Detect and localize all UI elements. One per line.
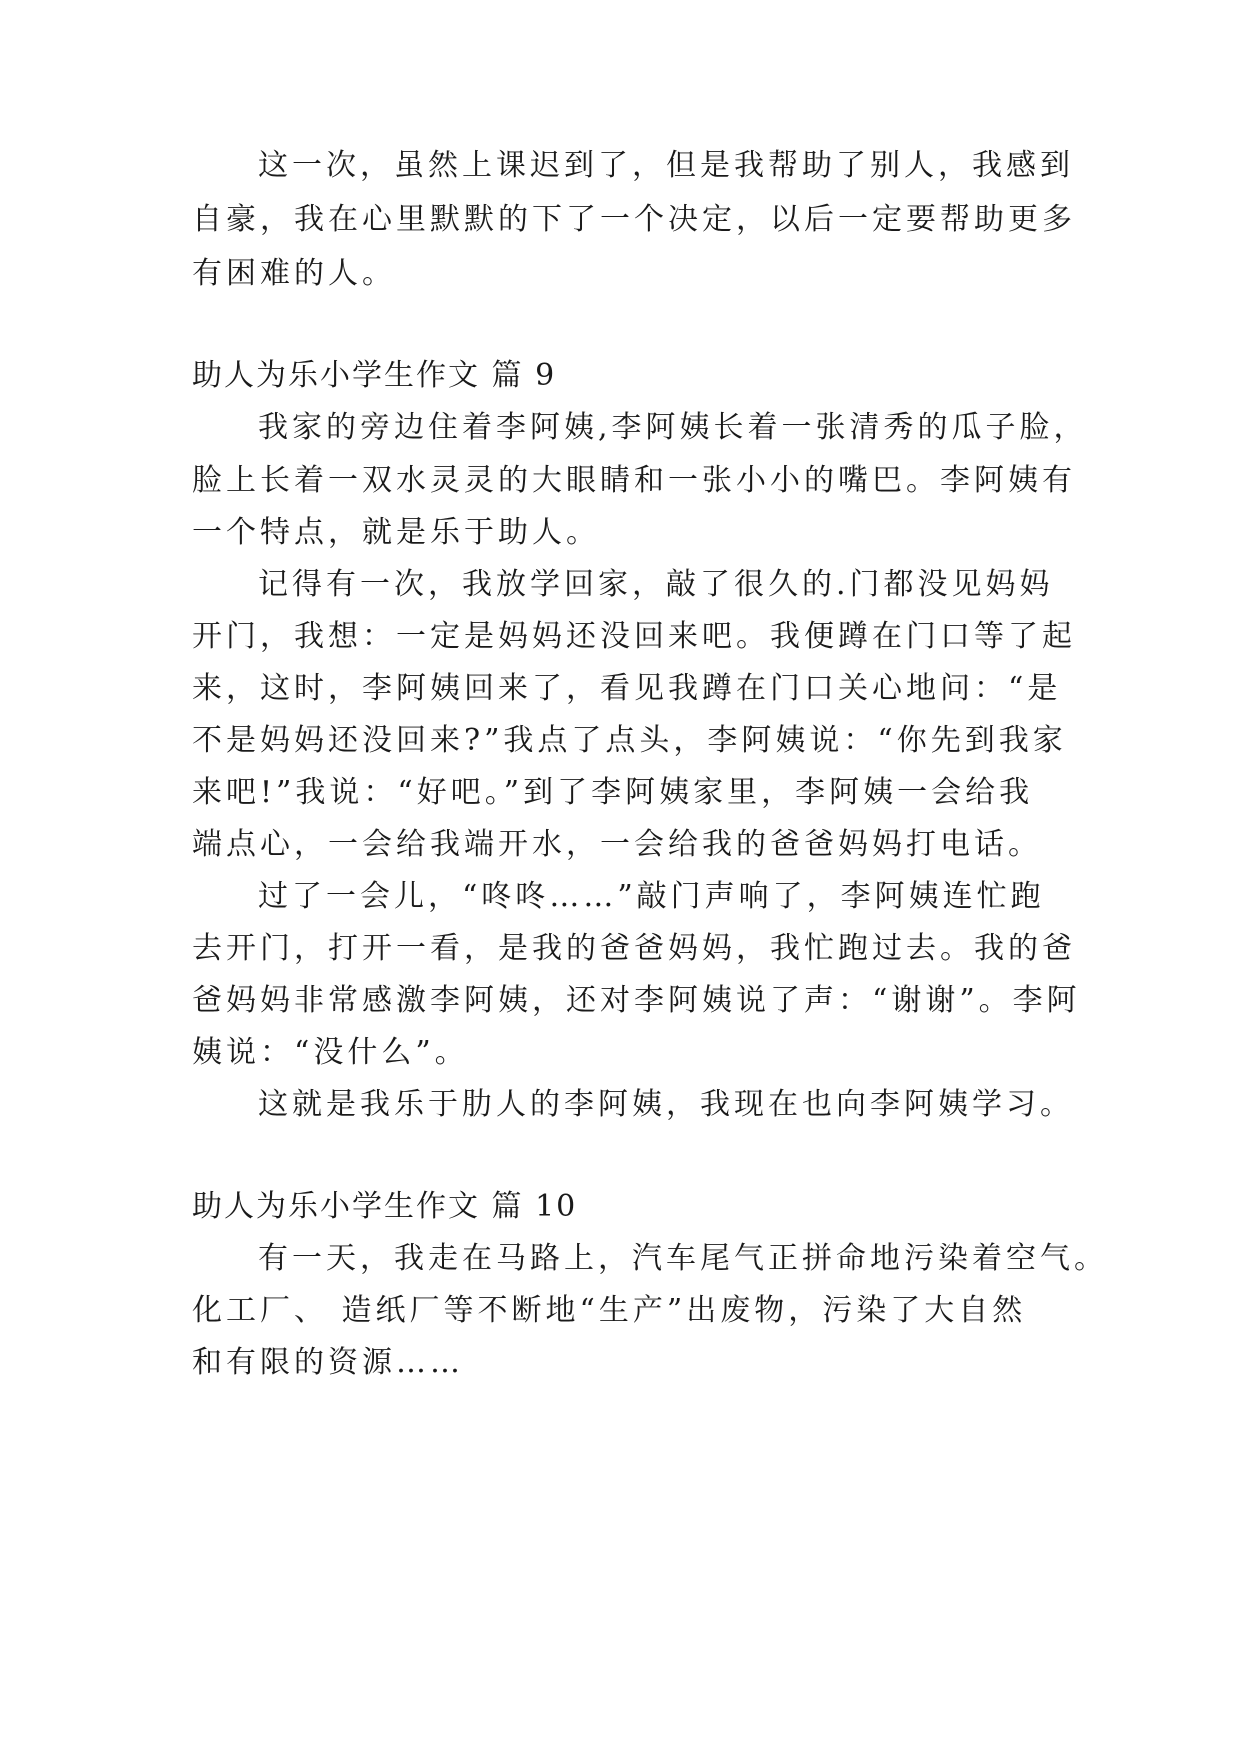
paragraph-line: 我家的旁边住着李阿姨,李阿姨长着一张清秀的瓜子脸， xyxy=(258,410,1088,445)
paragraph-line: 有困难的人。 xyxy=(192,256,396,291)
paragraph-line: 有一天，我走在马路上，汽车尾气正拼命地污染着空气。 xyxy=(258,1241,1108,1276)
paragraph-line: 自豪，我在心里默默的下了一个决定，以后一定要帮助更多 xyxy=(192,202,1076,237)
paragraph-line: 记得有一次，我放学回家，敲了很久的.门都没见妈妈 xyxy=(258,567,1054,602)
paragraph-line: 化工厂、 造纸厂等不断地“生产”出废物，污染了大自然 xyxy=(192,1293,1027,1328)
paragraph-line: 脸上长着一双水灵灵的大眼睛和一张小小的嘴巴。李阿姨有 xyxy=(192,463,1076,498)
paragraph-line: 开门，我想：一定是妈妈还没回来吧。我便蹲在门口等了起 xyxy=(192,619,1076,654)
paragraph-line: 去开门，打开一看，是我的爸爸妈妈，我忙跑过去。我的爸 xyxy=(192,931,1076,966)
paragraph-line: 不是妈妈还没回来?”我点了点头，李阿姨说：“你先到我家 xyxy=(192,723,1067,758)
paragraph-line: 爸妈妈非常感激李阿姨，还对李阿姨说了声：“谢谢”。李阿 xyxy=(192,983,1081,1018)
paragraph-line: 和有限的资源…… xyxy=(192,1345,464,1380)
paragraph-line: 这就是我乐于肋人的李阿姨，我现在也向李阿姨学习。 xyxy=(258,1087,1074,1122)
paragraph-line: 端点心，一会给我端开水，一会给我的爸爸妈妈打电话。 xyxy=(192,827,1042,862)
section-heading: 助人为乐小学生作文 篇 9 xyxy=(192,358,557,393)
section-heading: 助人为乐小学生作文 篇 10 xyxy=(192,1189,578,1224)
paragraph-line: 姨说：“没什么”。 xyxy=(192,1035,469,1070)
paragraph-line: 来吧!”我说：“好吧。”到了李阿姨家里，李阿姨一会给我 xyxy=(192,775,1034,810)
paragraph-line: 过了一会儿，“咚咚……”敲门声响了，李阿姨连忙跑 xyxy=(258,879,1045,914)
paragraph-line: 这一次，虽然上课迟到了，但是我帮助了别人，我感到 xyxy=(258,148,1074,183)
paragraph-line: 一个特点，就是乐于助人。 xyxy=(192,515,600,550)
paragraph-line: 来，这时，李阿姨回来了，看见我蹲在门口关心地问：“是 xyxy=(192,671,1062,706)
